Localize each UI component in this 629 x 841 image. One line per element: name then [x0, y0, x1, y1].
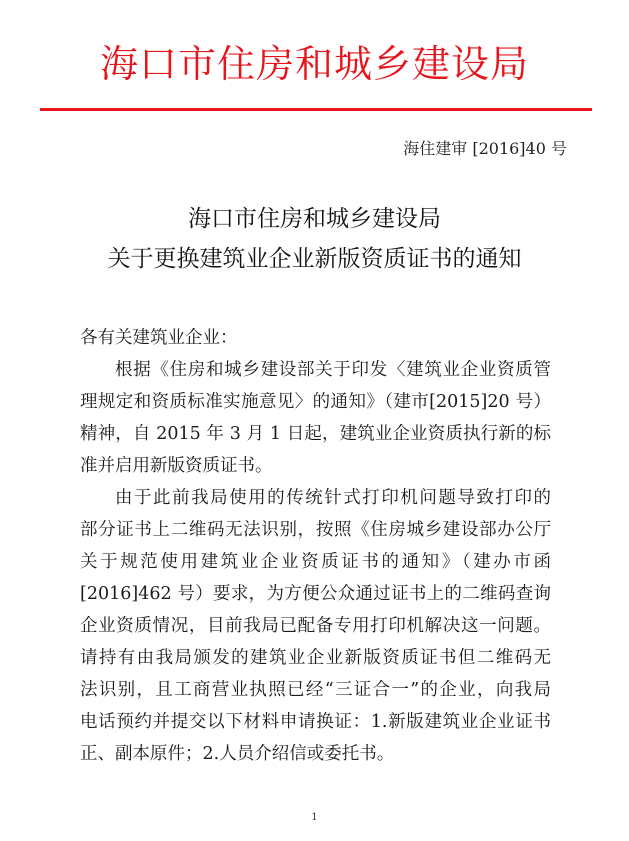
paragraph-line: 准并启用新版资质证书。 — [80, 456, 273, 476]
paragraph-line: 关于规范使用建筑业企业资质证书的通知》（建办市函 — [80, 552, 551, 572]
title-line-1: 海口市住房和城乡建设局 — [188, 206, 441, 232]
paragraph-line: 正、副本原件；2.人员介绍信或委托书。 — [80, 744, 395, 764]
paragraph-line: 由于此前我局使用的传统针式打印机问题导致打印的 — [115, 488, 551, 508]
title-line-2: 关于更换建筑业企业新版资质证书的通知 — [107, 246, 522, 272]
paragraph-line: 电话预约并提交以下材料申请换证：1.新版建筑业企业证书 — [80, 712, 551, 732]
salutation: 各有关建筑业企业： — [80, 328, 238, 348]
page-number: 1 — [311, 812, 318, 823]
paragraph-line: 企业资质情况，目前我局已配备专用打印机解决这一问题。 — [80, 616, 551, 636]
document-number: 海住建审 [2016]40 号 — [403, 139, 567, 158]
paragraph-line: 部分证书上二维码无法识别，按照《住房城乡建设部办公厅 — [80, 520, 551, 540]
paragraph-1 — [80, 354, 551, 482]
paragraph-line: 法识别，且工商营业执照已经“三证合一”的企业，向我局 — [80, 680, 551, 700]
paragraph-line: [2016]462 号）要求，为方便公众通过证书上的二维码查询 — [80, 584, 551, 604]
paragraph-line: 理规定和资质标准实施意见〉的通知》（建市[2015]20 号） — [80, 392, 551, 412]
paragraph-line: 请持有由我局颁发的建筑业企业新版资质证书但二维码无 — [80, 648, 551, 668]
paragraph-2 — [80, 482, 551, 770]
red-divider — [40, 108, 592, 111]
document-body — [80, 322, 551, 770]
paragraph-line: 根据《住房和城乡建设部关于印发〈建筑业企业资质管 — [115, 360, 551, 380]
document-title — [0, 199, 629, 279]
paragraph-line: 精神，自 2015 年 3 月 1 日起，建筑业企业资质执行新的标 — [80, 424, 551, 444]
issuer-name: 海口市住房和城乡建设局 — [99, 42, 529, 86]
